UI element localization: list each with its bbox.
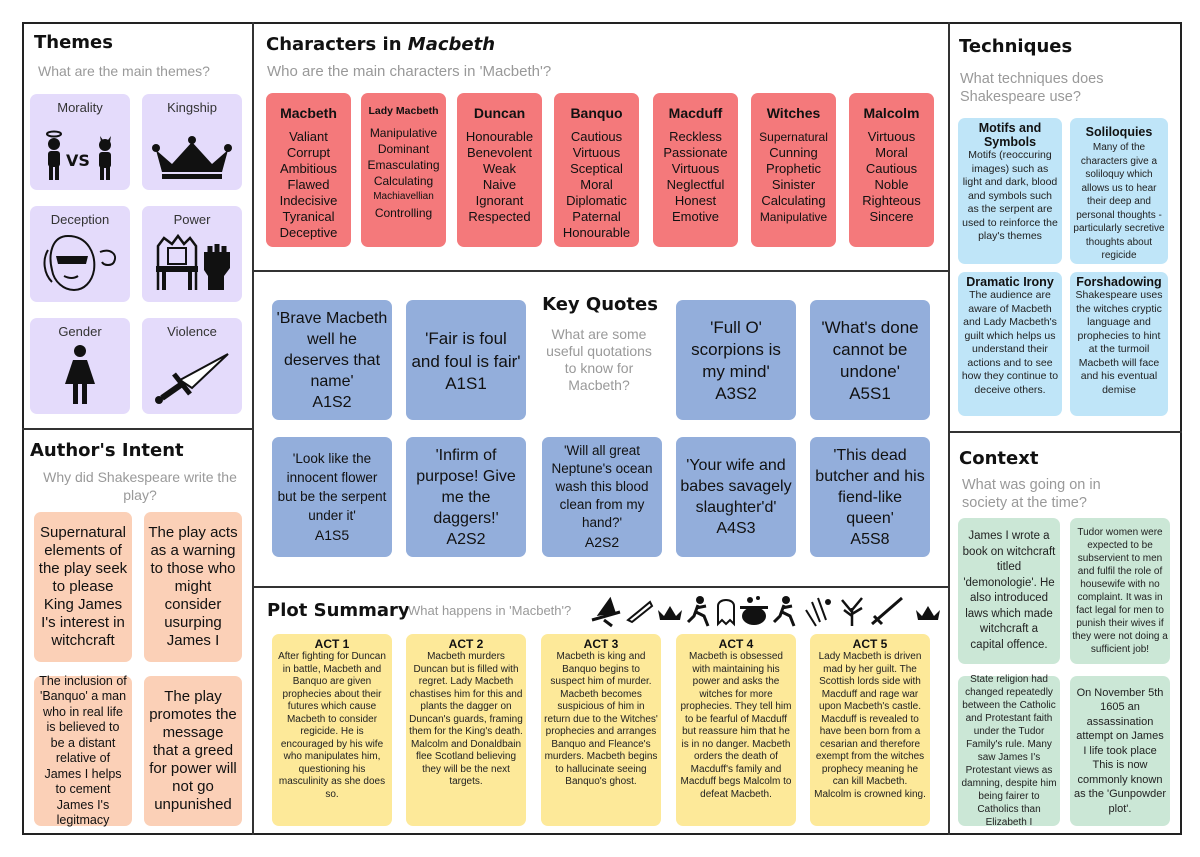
tree-icon <box>842 598 862 626</box>
character-trait: Sincere <box>869 209 914 224</box>
character-trait: Calculating <box>373 174 434 188</box>
dagger-icon <box>142 350 242 406</box>
plot-question: What happens in 'Macbeth'? <box>408 603 572 618</box>
character-trait: Benevolent <box>466 145 533 160</box>
character-name: Malcolm <box>863 105 920 121</box>
theme-card-kingship <box>142 94 242 190</box>
angel-vs-devil-icon <box>30 126 130 182</box>
technique-body: Many of the characters give a soliloquy which allows us to hear their deep and personal thoughts - particularly secretive thoughts about regicide <box>1073 142 1165 261</box>
character-trait: Supernatural <box>759 130 828 144</box>
quote-card <box>810 300 930 420</box>
character-trait: Tyranical <box>282 209 335 224</box>
quotes-question: What are some useful quotations to know for Macbeth? <box>546 326 652 393</box>
act-body: Macbeth is king and Banquo begins to suspect him of murder. Macbeth becomes suspicious of him in return due to the Witches' prophecies and arranges Banquo and Fleance's murders. Macbeth begins to hallucinate seeing Banquo's ghost. <box>544 651 658 787</box>
context-card <box>958 518 1060 664</box>
intent-card <box>34 673 132 827</box>
technique-title: Forshadowing <box>1076 275 1162 289</box>
character-trait: Corrupt <box>286 145 331 160</box>
act-card <box>406 634 526 826</box>
character-name: Lady Macbeth <box>368 105 439 117</box>
character-trait: Manipulative <box>369 126 438 140</box>
character-trait: Weak <box>483 161 516 176</box>
technique-card <box>1070 118 1168 264</box>
themes-question: What are the main themes? <box>38 63 210 79</box>
intent-card <box>144 676 242 826</box>
theme-label: Morality <box>57 100 103 115</box>
intent-question: Why did Shakespeare write the play? <box>43 469 237 504</box>
character-trait: Indecisive <box>279 193 338 208</box>
techniques-title: Techniques <box>959 36 1073 57</box>
character-card-macduff <box>653 93 738 247</box>
quote-card <box>406 437 526 557</box>
intent-text: The play acts as a warning to those who might consider usurping James I <box>148 524 238 649</box>
character-trait: Ignorant <box>475 193 524 208</box>
quote-card <box>542 437 662 557</box>
masked-face-icon <box>30 230 130 294</box>
knife-icon <box>628 602 652 622</box>
intent-title: Author's Intent <box>30 440 184 461</box>
character-trait: Ambitious <box>279 161 338 176</box>
plot-title: Plot Summary <box>267 600 410 621</box>
plot-icon-strip <box>590 592 946 628</box>
character-trait: Moral <box>580 177 613 192</box>
quote-text: 'This dead butcher and his fiend-like queen' <box>815 446 925 527</box>
character-trait: Manipulative <box>759 210 828 224</box>
cauldron-icon <box>740 596 768 625</box>
character-trait: Reckless <box>669 129 722 144</box>
theme-label: Violence <box>167 324 217 339</box>
quote-ref: A1S1 <box>445 373 487 393</box>
character-trait: Flawed <box>287 177 330 192</box>
theme-card-deception <box>30 206 130 302</box>
act-title: ACT 2 <box>448 637 484 651</box>
quotes-title: Key Quotes <box>542 294 658 315</box>
act-card <box>810 634 930 826</box>
act-body: Macbeth is obsessed with maintaining his power and asks the witches for more prophecies. They tell him to be fearful of Macduff but reassure him that he is in no danger. Macbeth orders the death of Macduff's family and Macduff begs Malcolm to defeat Macbeth. <box>680 651 792 800</box>
character-card-malcolm <box>849 93 934 247</box>
crown-icon <box>142 132 242 182</box>
character-trait: Cunning <box>769 145 818 160</box>
character-trait: Sinister <box>771 177 816 192</box>
character-trait: Passionate <box>663 145 728 160</box>
quote-text: 'Your wife and babes savagely slaughter'd' <box>680 457 792 516</box>
quote-card <box>810 437 930 557</box>
theme-card-gender <box>30 318 130 414</box>
context-text: Tudor women were expected to be subservient to men and fulfil the role of housewife with no complaint. It was in fact legal for men to punish their wives if they were not doing a sufficient job! <box>1072 527 1168 655</box>
technique-title: Motifs and Symbols <box>978 121 1042 149</box>
character-trait: Virtuous <box>867 129 916 144</box>
character-name: Witches <box>766 105 821 121</box>
quote-text: 'What's done cannot be undone' <box>821 317 919 381</box>
divider-left-horizontal <box>22 428 254 430</box>
quote-text: 'Brave Macbeth well he deserves that name' <box>276 309 388 390</box>
technique-body: Motifs (reoccuring images) such as light and dark, blood and symbols such as the serpent are used to reinforce the play's themes <box>962 149 1058 242</box>
act-body: After fighting for Duncan in battle, Macbeth and Banquo are given prophecies about their futures which cause Macbeth to consider regicide. He is encouraged by his wife who manipulates him, questioning his masculinity as she does so. <box>278 651 386 800</box>
character-trait: Prophetic <box>766 161 821 176</box>
theme-card-morality <box>30 94 130 190</box>
technique-card <box>958 272 1062 416</box>
theme-card-power <box>142 206 242 302</box>
character-trait: Calculating <box>761 193 826 208</box>
character-trait: Emotive <box>672 209 719 224</box>
theme-label: Power <box>173 212 211 227</box>
explosion-icon <box>806 598 831 626</box>
character-trait: Paternal <box>572 209 621 224</box>
theme-label: Deception <box>50 212 110 227</box>
context-text: James I wrote a book on witchcraft titled 'demonologie'. He also introduced laws which made witchcraft a capital offence. <box>962 530 1056 651</box>
act-body: Lady Macbeth is driven mad by her guilt. The Scottish lords side with Macduff and rage war upon Macbeth's castle. Macduff is revealed to have been born from a cesarian and therefore exempt from the witches prophecy meaning he can kill Macbeth. Malcolm is crowned king. <box>814 651 926 800</box>
character-trait: Cautious <box>570 129 623 144</box>
act-title: ACT 5 <box>852 637 888 651</box>
act-card <box>676 634 796 826</box>
quote-ref: A1S2 <box>312 393 352 411</box>
act-title: ACT 3 <box>583 637 619 651</box>
context-text: State religion had changed repeatedly between the Catholic and Protestant faith under the Tudor Family's rule. Many saw James I's Protestant views as damning, despite him being fairer to Catholics than Elizabeth I <box>961 674 1057 828</box>
intent-text: The play promotes the message that a greed for power will not go unpunished <box>149 688 237 813</box>
quote-text: 'Will all great Neptune's ocean wash this blood clean from my hand?' <box>551 442 653 530</box>
character-trait: Honourable <box>465 129 534 144</box>
quote-ref: A1S5 <box>314 526 350 543</box>
running-man-icon <box>688 596 708 626</box>
svg-text:VS: VS <box>66 151 90 170</box>
technique-card <box>958 118 1062 264</box>
quote-text: 'Look like the innocent flower but be the serpent under it' <box>277 450 387 523</box>
divider-center-bottom <box>252 586 950 588</box>
quote-text: 'Fair is foul and foul is fair' <box>411 328 521 371</box>
characters-question: Who are the main characters in 'Macbeth'? <box>267 63 552 80</box>
character-card-banquo <box>554 93 639 247</box>
theme-card-violence <box>142 318 242 414</box>
character-trait: Respected <box>468 209 531 224</box>
character-trait: Cautious <box>865 161 918 176</box>
context-question: What was going on in society at the time? <box>962 477 1101 511</box>
ghost-icon <box>718 600 734 624</box>
character-trait: Diplomatic <box>566 193 627 208</box>
throne-fist-icon <box>142 232 242 294</box>
quote-text: 'Full O' scorpions is my mind' <box>691 317 781 381</box>
character-trait: Virtuous <box>572 145 621 160</box>
quote-card <box>676 300 796 420</box>
quote-card <box>676 437 796 557</box>
divider-right-horizontal <box>948 431 1182 433</box>
character-name: Macduff <box>668 105 723 121</box>
act-body: Macbeth murders Duncan but is filled with regret. Lady Macbeth chastises him for this and plants the dagger on Duncan's guards, framing them for the King's death. Malcolm and Donaldbain flee Scotland believing they will be the next targets. <box>409 651 523 787</box>
quote-ref: A5S8 <box>850 530 890 548</box>
character-trait: Deceptive <box>279 225 338 240</box>
theme-label: Gender <box>58 324 102 339</box>
intent-text: Supernatural elements of the play seek to please King James I's interest in witchcraft <box>38 524 128 649</box>
act-card <box>272 634 392 826</box>
technique-card <box>1070 272 1168 416</box>
character-name: Banquo <box>570 105 623 121</box>
character-card-lady-macbeth <box>361 93 446 247</box>
woman-icon <box>30 344 130 406</box>
context-card <box>1070 518 1170 664</box>
character-trait: Controlling <box>374 206 433 220</box>
character-trait: Valiant <box>289 129 328 144</box>
quote-card <box>406 300 526 420</box>
divider-right <box>948 22 950 835</box>
intent-text: The inclusion of 'Banquo' a man who in real life is believed to be a distant relative of James I helps to cement James I's legitmacy <box>39 673 127 827</box>
character-trait: Righteous <box>862 193 921 208</box>
context-card <box>958 676 1060 826</box>
quote-ref: A2S2 <box>446 530 486 548</box>
technique-body: Shakespeare uses the witches cryptic language and prophecies to hint at the turmoil Macbeth will face and his eventual demise <box>1075 289 1163 396</box>
character-card-macbeth <box>266 93 351 247</box>
themes-title: Themes <box>34 32 113 53</box>
techniques-question: What techniques does Shakespeare use? <box>960 71 1104 105</box>
technique-title: Soliloquies <box>1085 125 1153 139</box>
sword-icon <box>872 598 902 624</box>
character-name: Macbeth <box>280 105 337 121</box>
characters-title-em: Macbeth <box>407 34 496 55</box>
theme-label: Kingship <box>167 100 217 115</box>
intent-card <box>34 512 132 662</box>
character-trait: Noble <box>874 177 909 192</box>
act-card <box>541 634 661 826</box>
crown-icon <box>658 606 682 620</box>
running-man-icon <box>774 596 794 626</box>
quote-ref: A3S2 <box>715 383 757 403</box>
quote-card <box>272 300 392 420</box>
witch-icon <box>592 600 620 626</box>
character-trait: Honest <box>674 193 717 208</box>
characters-title-prefix: Characters in <box>266 34 408 55</box>
quote-ref: A5S1 <box>849 383 891 403</box>
character-trait: Dominant <box>377 142 430 156</box>
character-trait: Neglectful <box>666 177 725 192</box>
technique-body: The audience are aware of Macbeth and Lady Macbeth's guilt which helps us understand their actions and to see how they continue to deceive others. <box>961 289 1059 396</box>
quote-ref: A4S3 <box>716 520 756 537</box>
character-trait: Naive <box>482 177 517 192</box>
character-trait: Sceptical <box>570 161 623 176</box>
character-card-duncan <box>457 93 542 247</box>
character-trait: Virtuous <box>671 161 720 176</box>
character-trait: Honourable <box>562 225 631 240</box>
character-trait: Moral <box>875 145 908 160</box>
quote-text: 'Infirm of purpose! Give me the daggers!' <box>416 446 516 527</box>
quote-ref: A2S2 <box>584 533 620 550</box>
character-card-witches <box>751 93 836 247</box>
character-trait: Machiavellian <box>373 191 434 202</box>
act-title: ACT 4 <box>718 637 754 651</box>
characters-title <box>266 34 495 55</box>
intent-card <box>144 512 242 662</box>
character-name: Duncan <box>473 105 526 121</box>
context-title: Context <box>959 448 1039 469</box>
context-card <box>1070 676 1170 826</box>
act-title: ACT 1 <box>314 637 350 651</box>
crown-icon <box>916 606 940 620</box>
divider-center-top <box>252 270 950 272</box>
context-text: On November 5th 1605 an assassination attempt on James I life took place This is now commonly known as the 'Gunpowder plot'. <box>1074 686 1166 815</box>
technique-title: Dramatic Irony <box>966 275 1054 289</box>
character-trait: Emasculating <box>367 158 440 172</box>
quote-card <box>272 437 392 557</box>
